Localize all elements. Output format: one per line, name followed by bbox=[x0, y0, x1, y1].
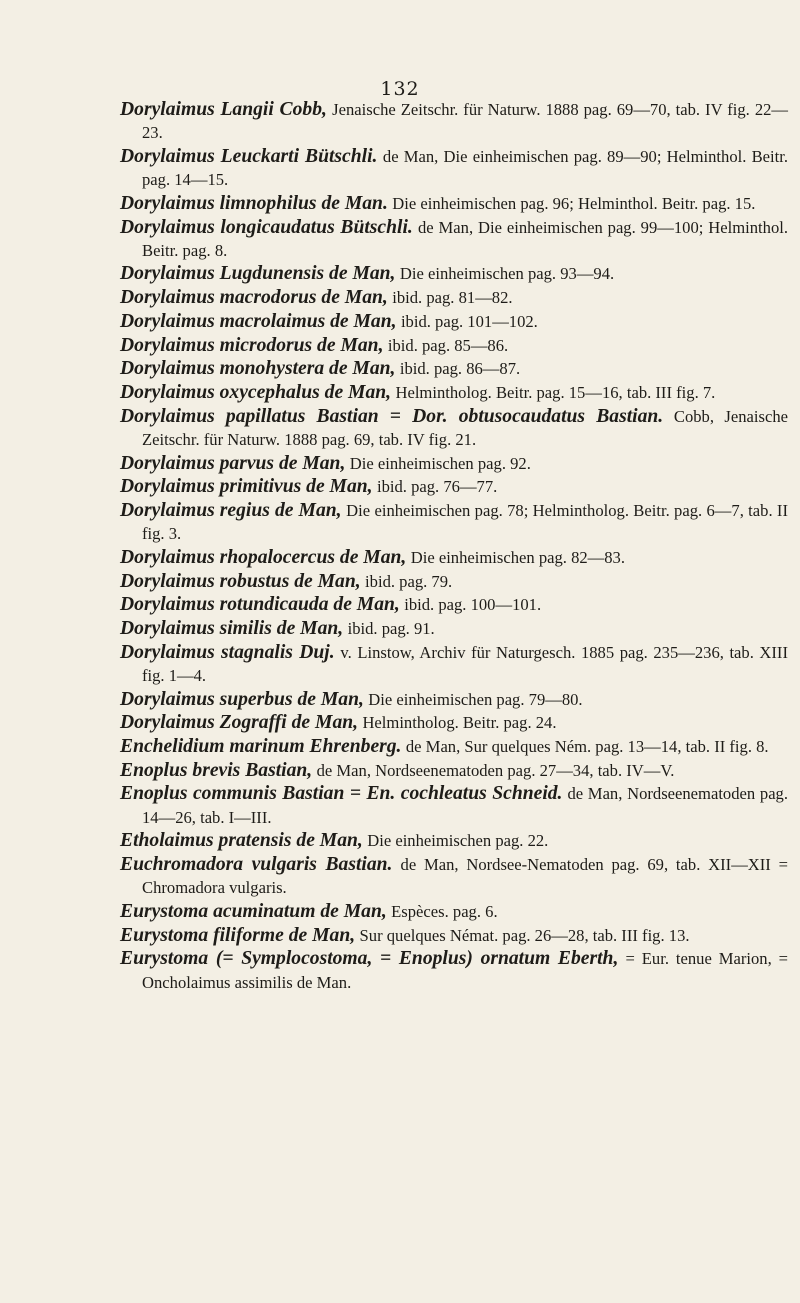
list-item bbox=[120, 570, 788, 593]
species-name: Dorylaimus microdorus de Man, bbox=[120, 334, 384, 356]
reference: Die einheimischen pag. 79—80. bbox=[368, 689, 583, 709]
species-name: Dorylaimus robustus de Man, bbox=[120, 570, 361, 592]
list-item bbox=[120, 924, 788, 947]
reference: Die einheimischen pag. 93—94. bbox=[399, 264, 615, 284]
species-name: Enoplus communis Bastian = En. cochleatus Schneid. bbox=[120, 783, 563, 805]
list-item bbox=[120, 381, 788, 404]
list-item bbox=[120, 145, 788, 191]
list-item bbox=[120, 216, 788, 262]
list-item bbox=[120, 286, 788, 309]
list-item bbox=[120, 853, 788, 899]
reference: ibid. pag. 79. bbox=[365, 571, 453, 591]
list-item bbox=[120, 475, 788, 498]
reference: Helmintholog. Beitr. pag. 15—16, tab. III fig. 7. bbox=[395, 382, 716, 402]
reference: Cobb, Jenaische Zeitschr. für Naturw. 1888 pag. 69, tab. IV fig. 21. bbox=[142, 406, 788, 449]
reference: ibid. pag. 86—87. bbox=[399, 359, 521, 379]
reference: de Man, Nordsee-Nematoden pag. 69, tab. XII—XII = Chromadora vulgaris. bbox=[142, 855, 788, 898]
species-name: Eurystoma acuminatum de Man, bbox=[120, 900, 387, 922]
species-name: Dorylaimus papillatus Bastian = Dor. obtusocaudatus Bastian. bbox=[120, 405, 664, 427]
species-name: Dorylaimus parvus de Man, bbox=[120, 452, 346, 474]
list-item bbox=[120, 735, 788, 758]
species-name: Dorylaimus rotundicauda de Man, bbox=[120, 594, 400, 616]
species-name: Dorylaimus Langii Cobb, bbox=[120, 99, 327, 120]
list-item bbox=[120, 782, 788, 828]
reference: ibid. pag. 85—86. bbox=[387, 335, 509, 355]
list-item bbox=[120, 499, 788, 545]
reference: ibid. pag. 100—101. bbox=[404, 595, 542, 615]
list-item bbox=[120, 405, 788, 451]
species-name: Dorylaimus macrodorus de Man, bbox=[120, 287, 388, 309]
reference: = Eur. tenue Marion, = Oncholaimus assimilis de Man. bbox=[142, 949, 789, 992]
list-item bbox=[120, 900, 788, 923]
reference: de Man, Nordseenematoden pag. 14—26, tab. I—III. bbox=[142, 784, 789, 827]
reference: ibid. pag. 101—102. bbox=[400, 311, 538, 331]
reference: de Man, Nordseenematoden pag. 27—34, tab. IV—V. bbox=[316, 760, 675, 780]
reference: ibid. pag. 81—82. bbox=[392, 288, 513, 308]
reference: v. Linstow, Archiv für Naturgesch. 1885 pag. 235—236, tab. XIII fig. 1—4. bbox=[142, 642, 788, 685]
reference: Die einheimischen pag. 82—83. bbox=[410, 547, 626, 567]
species-name: Dorylaimus Leuckarti Bütschli. bbox=[120, 145, 378, 167]
species-name: Dorylaimus limnophilus de Man. bbox=[120, 192, 388, 214]
reference: Die einheimischen pag. 92. bbox=[349, 453, 531, 473]
reference: Die einheimischen pag. 22. bbox=[367, 831, 549, 851]
species-name: Dorylaimus longicaudatus Bütschli. bbox=[120, 216, 413, 238]
reference: Jenaische Zeitschr. für Naturw. 1888 pag. 69—70, tab. IV fig. 22—23. bbox=[142, 100, 789, 143]
species-name: Dorylaimus Zograffi de Man, bbox=[120, 712, 359, 734]
list-item bbox=[120, 452, 788, 475]
bibliography-list bbox=[120, 98, 788, 994]
species-name: Dorylaimus similis de Man, bbox=[120, 617, 344, 639]
species-name: Dorylaimus regius de Man, bbox=[120, 499, 342, 521]
species-name: Dorylaimus rhopalocercus de Man, bbox=[120, 546, 407, 568]
reference: de Man, Sur quelques Ném. pag. 13—14, tab. II fig. 8. bbox=[405, 736, 769, 756]
reference: Helmintholog. Beitr. pag. 24. bbox=[362, 713, 557, 733]
list-item bbox=[120, 262, 788, 285]
species-name: Enchelidium marinum Ehrenberg. bbox=[120, 735, 402, 757]
reference: ibid. pag. 76—77. bbox=[376, 477, 498, 497]
list-item bbox=[120, 829, 788, 852]
reference: Sur quelques Némat. pag. 26—28, tab. III fig. 13. bbox=[359, 925, 690, 945]
species-name: Etholaimus pratensis de Man, bbox=[120, 830, 363, 852]
page-number: 132 bbox=[380, 78, 420, 100]
list-item bbox=[120, 759, 788, 782]
list-item bbox=[120, 310, 788, 333]
list-item bbox=[120, 617, 788, 640]
species-name: Enoplus brevis Bastian, bbox=[120, 759, 313, 781]
species-name: Dorylaimus superbus de Man, bbox=[120, 688, 364, 710]
list-item bbox=[120, 641, 788, 687]
list-item bbox=[120, 192, 788, 215]
reference: de Man, Die einheimischen pag. 99—100; Helminthol. Beitr. pag. 8. bbox=[142, 217, 789, 260]
reference: ibid. pag. 91. bbox=[347, 618, 435, 638]
list-item bbox=[120, 357, 788, 380]
species-name: Dorylaimus oxycephalus de Man, bbox=[120, 381, 392, 403]
list-item bbox=[120, 98, 788, 144]
species-name: Dorylaimus macrolaimus de Man, bbox=[120, 310, 397, 332]
species-name: Eurystoma filiforme de Man, bbox=[120, 924, 356, 946]
species-name: Dorylaimus monohystera de Man, bbox=[120, 358, 396, 380]
reference: Espèces. pag. 6. bbox=[391, 901, 498, 921]
species-name: Eurystoma (= Symplocostoma, = Enoplus) ornatum Eberth, bbox=[120, 948, 619, 970]
list-item bbox=[120, 334, 788, 357]
list-item bbox=[120, 711, 788, 734]
species-name: Dorylaimus stagnalis Duj. bbox=[120, 641, 335, 663]
reference: de Man, Die einheimischen pag. 89—90; Helminthol. Beitr. pag. 14—15. bbox=[142, 146, 789, 190]
list-item bbox=[120, 593, 788, 616]
list-item bbox=[120, 688, 788, 711]
species-name: Dorylaimus Lugdunensis de Man, bbox=[120, 263, 396, 285]
list-item bbox=[120, 546, 788, 569]
species-name: Euchromadora vulgaris Bastian. bbox=[120, 854, 393, 875]
list-item bbox=[120, 947, 788, 993]
reference: Die einheimischen pag. 78; Helmintholog. Beitr. pag. 6—7, tab. II fig. 3. bbox=[142, 500, 788, 544]
species-name: Dorylaimus primitivus de Man, bbox=[120, 476, 373, 498]
reference: Die einheimischen pag. 96; Helminthol. Beitr. pag. 15. bbox=[392, 193, 756, 213]
